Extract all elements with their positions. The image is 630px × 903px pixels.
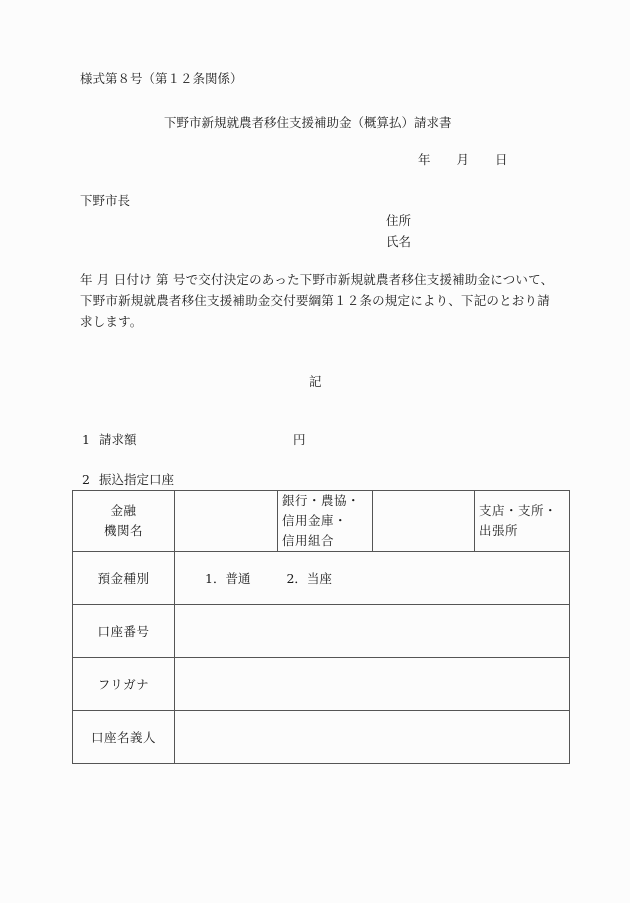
deposit-option-ordinary[interactable]: 1．普通 <box>205 571 251 586</box>
date-month[interactable]: 月 <box>456 152 470 167</box>
deposit-type-field <box>175 552 570 605</box>
furigana-label: フリガナ <box>73 658 175 711</box>
claim-amount-label: 請求額 <box>99 432 137 447</box>
institution-type-line: 銀行・農協・ <box>282 493 361 508</box>
institution-type-note <box>278 491 373 552</box>
institution-type-line: 信用金庫・ <box>282 513 348 528</box>
applicant-address-label[interactable]: 住所 <box>386 213 412 228</box>
institution-label-line: 金融 <box>110 503 137 518</box>
addressee: 下野市長 <box>80 193 131 208</box>
date-day[interactable]: 日 <box>495 152 508 167</box>
applicant-name-label[interactable]: 氏名 <box>386 234 412 249</box>
document-title: 下野市新規就農者移住支援補助金（概算払）請求書 <box>164 115 452 130</box>
deposit-type-row <box>73 552 570 605</box>
ki-heading: 記 <box>309 374 322 389</box>
deposit-option-checking[interactable]: 2．当座 <box>286 571 332 586</box>
furigana-row <box>73 658 570 711</box>
request-body-text: 年 月 日付け 第 号で交付決定のあった下野市新規就農者移住支援補助金について、下野市新規就農者移住支援補助金交付要綱第１２条の規定により、下記のとおり請求します。 <box>80 272 554 329</box>
transfer-account-label: 振込指定口座 <box>99 472 175 487</box>
institution-name-label <box>73 491 175 552</box>
bank-account-table <box>72 490 570 764</box>
claim-amount-unit[interactable]: 円 <box>293 432 306 447</box>
institution-row <box>73 491 570 552</box>
branch-type-note <box>475 491 570 552</box>
branch-name-field[interactable] <box>373 491 475 552</box>
account-holder-field[interactable] <box>175 711 570 764</box>
account-holder-row <box>73 711 570 764</box>
form-number: 様式第８号（第１２条関係） <box>80 71 243 86</box>
institution-name-field[interactable] <box>175 491 278 552</box>
account-number-label: 口座番号 <box>73 605 175 658</box>
institution-type-line: 信用組合 <box>282 533 335 548</box>
date-year[interactable]: 年 <box>418 152 431 167</box>
item-1-number: 1 <box>82 432 90 447</box>
account-holder-label: 口座名義人 <box>73 711 175 764</box>
branch-type-line: 出張所 <box>479 523 519 538</box>
branch-type-line: 支店・支所・ <box>479 503 558 518</box>
institution-label-line: 機関名 <box>103 523 143 538</box>
furigana-field[interactable] <box>175 658 570 711</box>
account-number-field[interactable] <box>175 605 570 658</box>
item-2-number: 2 <box>82 472 90 487</box>
date-line <box>418 154 508 167</box>
account-number-row <box>73 605 570 658</box>
deposit-type-label: 預金種別 <box>73 552 175 605</box>
